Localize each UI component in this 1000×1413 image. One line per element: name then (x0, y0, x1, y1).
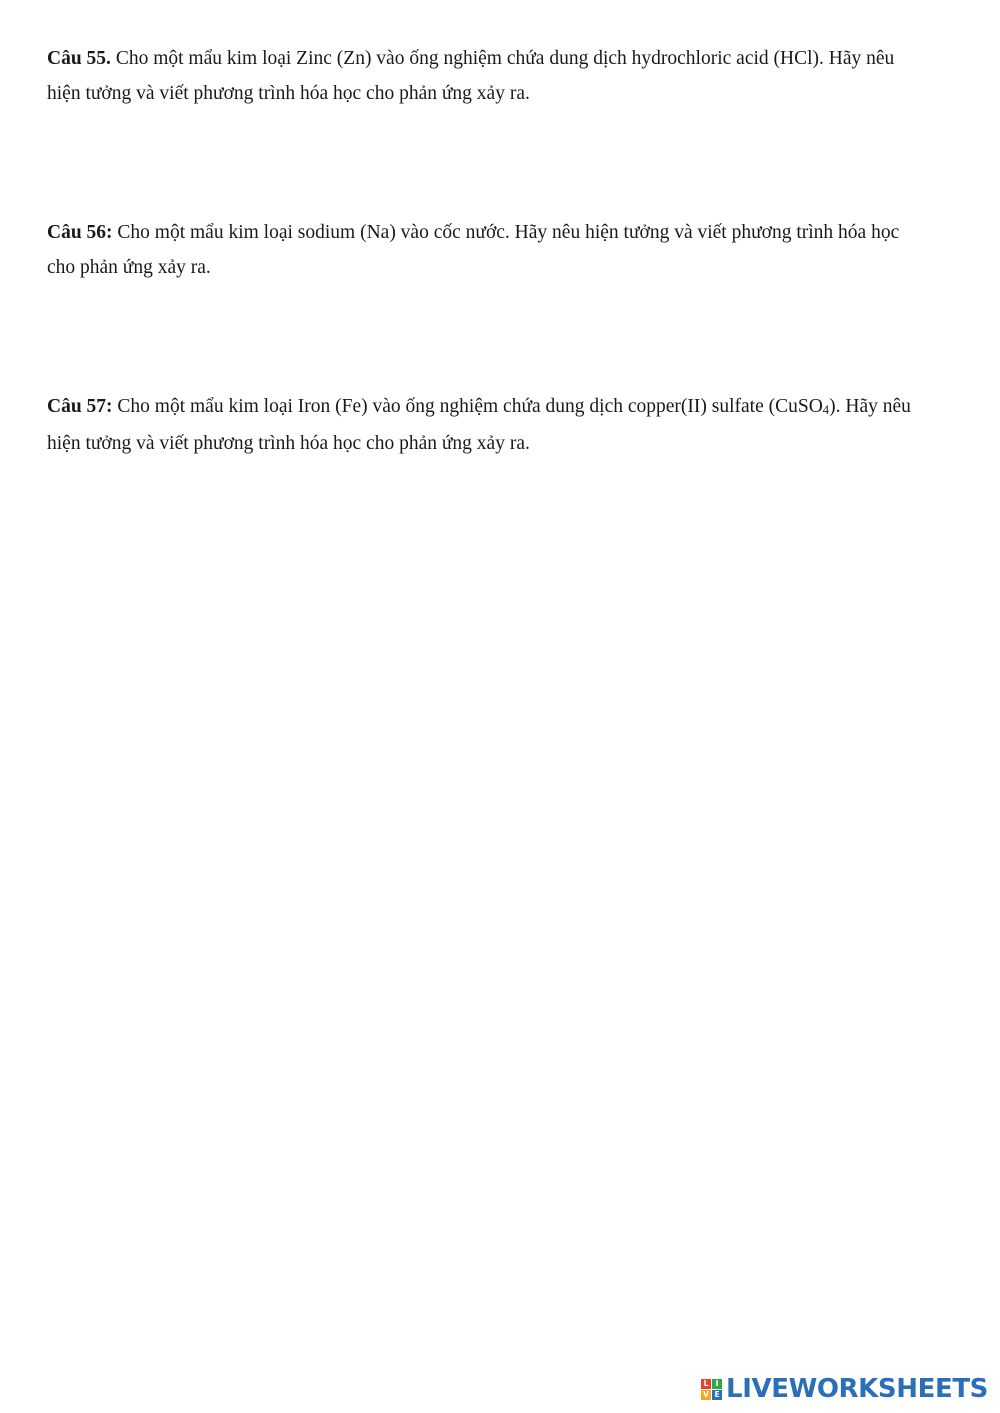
liveworksheets-logo-icon (701, 1379, 722, 1400)
logo-letter-i: I (712, 1379, 722, 1389)
question-text: Cho một mẩu kim loại Iron (Fe) vào ống nghiệm chứa dung dịch copper(II) sulfate (CuSO (112, 396, 823, 417)
liveworksheets-branding (701, 1372, 988, 1406)
logo-letter-l: L (701, 1379, 711, 1389)
logo-letter-e: E (712, 1390, 722, 1400)
question-text: Cho một mẩu kim loại Zinc (Zn) vào ống nghiệm chứa dung dịch hydrochloric acid (HCl). Hãy nêu (110, 48, 895, 69)
question-56 (47, 216, 952, 285)
subscript-4: 4 (822, 402, 830, 417)
liveworksheets-wordmark: LIVEWORKSHEETS (726, 1374, 988, 1404)
question-label: Câu 56: (47, 222, 113, 243)
question-label: Câu 55. (47, 48, 111, 69)
question-text-continued: hiện tưởng và viết phương trình hóa học cho phản ứng xảy ra. (47, 433, 530, 455)
question-text-end: ). Hãy nêu (829, 396, 911, 417)
question-text: Cho một mẩu kim loại sodium (Na) vào cốc nước. Hãy nêu hiện tưởng và viết phương trình hóa học (112, 222, 900, 243)
question-text-continued: cho phản ứng xảy ra. (47, 256, 211, 278)
question-label: Câu 57: (47, 396, 113, 417)
question-55 (47, 42, 952, 111)
logo-letter-v: V (701, 1390, 711, 1400)
question-57 (47, 390, 952, 462)
question-text-continued: hiện tưởng và viết phương trình hóa học cho phản ứng xảy ra. (47, 82, 530, 104)
